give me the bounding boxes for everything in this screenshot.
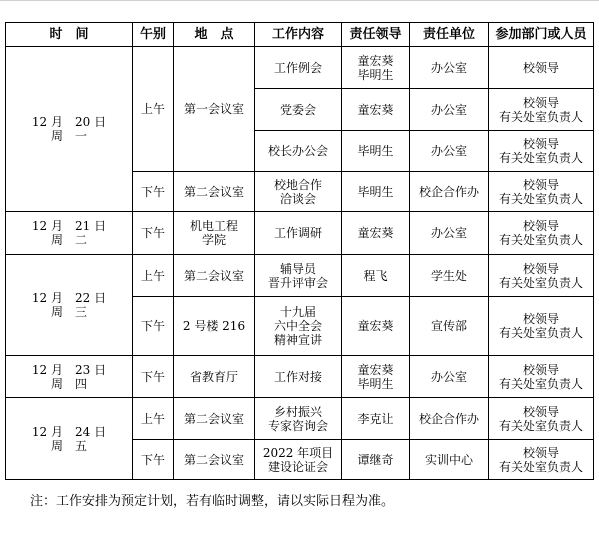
header-participants: 参加部门或人员 (489, 23, 594, 47)
period-cell: 下午 (133, 212, 174, 255)
table-row (6, 255, 594, 297)
day-date: 12 月 24 日 (31, 424, 107, 439)
period-cell: 上午 (133, 47, 174, 172)
participants-cell: 校领导 有关处室负责人 (489, 255, 594, 297)
content-cell: 十九届 六中全会 精神宣讲 (255, 297, 342, 356)
location-cell: 省教育厅 (174, 356, 255, 398)
unit-cell: 宣传部 (410, 297, 489, 356)
period-cell: 下午 (133, 356, 174, 398)
day-weekday: 周 四 (50, 376, 87, 391)
leader-cell: 毕明生 (342, 131, 410, 172)
day-weekday: 周 三 (50, 305, 87, 319)
location-cell: 机电工程 学院 (174, 212, 255, 255)
leader-cell: 童宏葵 毕明生 (342, 47, 410, 89)
period-cell: 下午 (133, 172, 174, 212)
header-location: 地 点 (174, 23, 255, 47)
day-date: 12 月 20 日 (31, 115, 107, 129)
leader-cell: 谭继奇 (342, 440, 410, 480)
day-weekday: 周 五 (50, 438, 87, 453)
unit-cell: 办公室 (410, 356, 489, 398)
participants-cell: 校领导 有关处室负责人 (489, 356, 594, 398)
participants-cell: 校领导 有关处室负责人 (489, 440, 594, 480)
participants-cell: 校领导 (489, 47, 594, 89)
participants-cell: 校领导 有关处室负责人 (489, 398, 594, 440)
period-cell: 上午 (133, 255, 174, 297)
participants-cell: 校领导 有关处室负责人 (489, 172, 594, 212)
table-row (6, 398, 594, 440)
leader-cell: 童宏葵 (342, 297, 410, 356)
participants-cell: 校领导 有关处室负责人 (489, 212, 594, 255)
unit-cell: 学生处 (410, 255, 489, 297)
content-cell: 工作例会 (255, 47, 342, 89)
unit-cell: 办公室 (410, 89, 489, 131)
day-cell-wednesday (6, 255, 133, 356)
unit-cell: 校企合作办 (410, 398, 489, 440)
location-cell: 第一会议室 (174, 47, 255, 172)
day-cell-monday (6, 47, 133, 212)
table-row (6, 47, 594, 89)
content-cell: 工作对接 (255, 356, 342, 398)
content-cell: 校长办公会 (255, 131, 342, 172)
footnote: 注：工作安排为预定计划，若有临时调整，请以实际日程为准。 (30, 494, 395, 509)
location-cell: 第二会议室 (174, 398, 255, 440)
period-cell: 上午 (133, 398, 174, 440)
leader-cell: 程飞 (342, 255, 410, 297)
schedule-table (5, 22, 594, 480)
day-cell-friday (6, 398, 133, 480)
header-time: 时 间 (6, 23, 133, 47)
day-date: 12 月 23 日 (31, 362, 107, 377)
participants-cell: 校领导 有关处室负责人 (489, 89, 594, 131)
table-row (6, 212, 594, 255)
unit-cell: 校企合作办 (410, 172, 489, 212)
content-cell: 工作调研 (255, 212, 342, 255)
period-cell: 下午 (133, 440, 174, 480)
unit-cell: 办公室 (410, 212, 489, 255)
unit-cell: 办公室 (410, 131, 489, 172)
day-cell-thursday (6, 356, 133, 398)
participants-cell: 校领导 有关处室负责人 (489, 131, 594, 172)
leader-cell: 童宏葵 毕明生 (342, 356, 410, 398)
content-cell: 乡村振兴 专家咨询会 (255, 398, 342, 440)
header-content: 工作内容 (255, 23, 342, 47)
top-border-line (0, 0, 599, 1)
unit-cell: 实训中心 (410, 440, 489, 480)
content-cell: 2022 年项目 建设论证会 (255, 440, 342, 480)
period-cell: 下午 (133, 297, 174, 356)
header-leader: 责任领导 (342, 23, 410, 47)
leader-cell: 李克让 (342, 398, 410, 440)
leader-cell: 毕明生 (342, 172, 410, 212)
content-cell: 校地合作 洽谈会 (255, 172, 342, 212)
day-date: 12 月 22 日 (31, 291, 107, 305)
day-weekday: 周 一 (50, 129, 87, 143)
leader-cell: 童宏葵 (342, 212, 410, 255)
day-date: 12 月 21 日 (31, 219, 107, 233)
location-cell: 第二会议室 (174, 172, 255, 212)
day-cell-tuesday (6, 212, 133, 255)
unit-cell: 办公室 (410, 47, 489, 89)
content-cell: 党委会 (255, 89, 342, 131)
location-cell: 2 号楼 216 (174, 297, 255, 356)
header-unit: 责任单位 (410, 23, 489, 47)
location-cell: 第二会议室 (174, 440, 255, 480)
day-weekday: 周 二 (50, 233, 87, 247)
table-header-row (6, 23, 594, 47)
table-row (6, 356, 594, 398)
leader-cell: 童宏葵 (342, 89, 410, 131)
location-cell: 第二会议室 (174, 255, 255, 297)
participants-cell: 校领导 有关处室负责人 (489, 297, 594, 356)
header-period: 午别 (133, 23, 174, 47)
content-cell: 辅导员 晋升评审会 (255, 255, 342, 297)
